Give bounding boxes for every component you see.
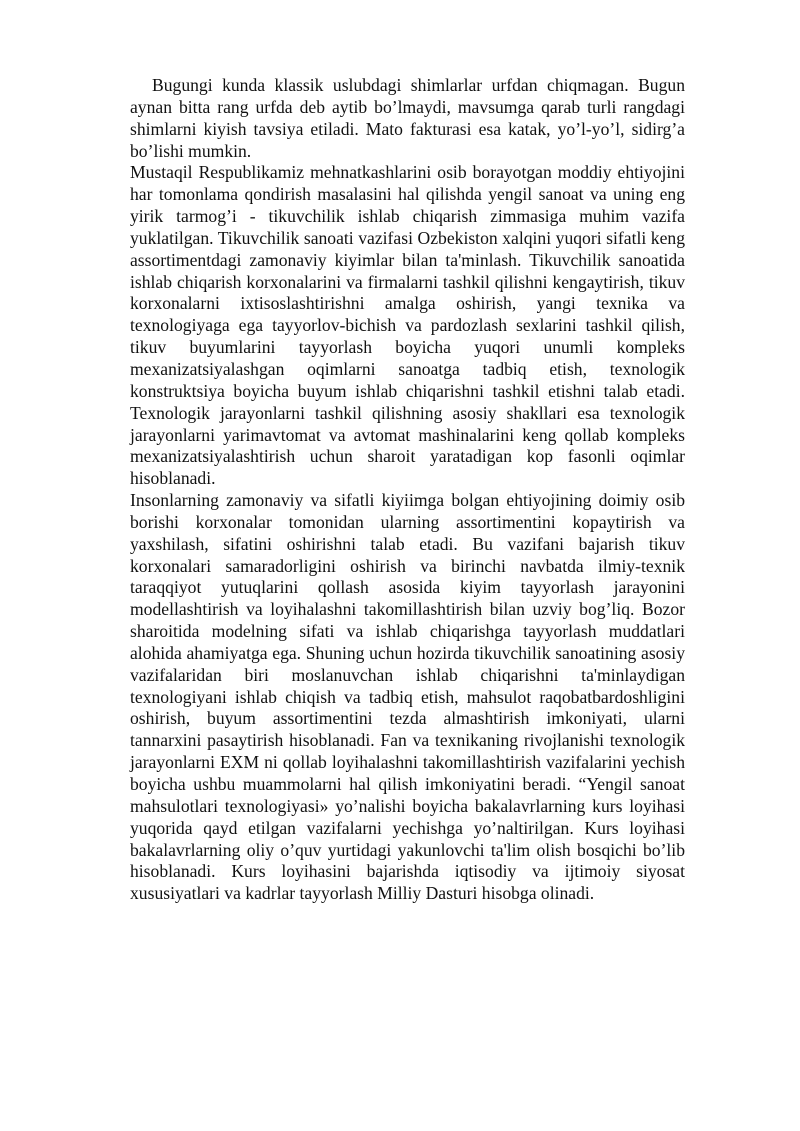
paragraph-course-project: Insonlarning zamonaviy va sifatli kiyiimga bolgan ehtiyojining doimiy osib borishi korxonalar tomonidan ularning assortimentini kopaytirish va yaxshilash, sifatini oshirishni talab etadi. Bu vazifani bajarish tikuv korxonalari samaradorligini oshirish va birinchi navbatda ilmiy-texnik taraqqiyot yutuqlarini qollash asosida kiyim tayyorlash jarayonini modellashtirish va loyihalashni takomillashtirish bilan uzviy bog’liq. Bozor sharoitida modelning sifati va ishlab chiqarishga tayyorlash muddatlari alohida ahamiyatga ega. Shuning uchun hozirda tikuvchilik sanoatining asosiy vazifalaridan biri moslanuvchan ishlab chiqarishni ta'minlaydigan texnologiyani ishlab chiqish va tadbiq etish, mahsulot raqobatbardoshligini oshirish, buyum assortimentini tezda almashtirish imkoniyati, ularni tannarxini pasaytirish hisoblanadi. Fan va texnikaning rivojlanishi texnologik jarayonlarni EXM ni qollab loyihalashni takomillashtirish vazifalarini yechish boyicha ushbu muammolarni hal qilish imkoniyatini beradi. “Yengil sanoat mahsulotlari texnologiyasi» yo’nalishi boyicha bakalavrlarning kurs loyihasi yuqorida qayd etilgan vazifalarni yechishga yo’naltirilgan. Kurs loyihasi bakalavrlarning oliy o’quv yurtidagi yakunlovchi ta'lim olish bosqichi bo’lib hisoblanadi. Kurs loyihasini bajarishda iqtisodiy va ijtimoiy siyosat xususiyatlari va kadrlar tayyorlash Milliy Dasturi hisobga olinadi. <box>130 490 685 904</box>
document-body <box>130 75 685 905</box>
paragraph-industry: Mustaqil Respublikamiz mehnatkashlarini osib borayotgan moddiy ehtiyojini har tomonlama qondirish masalasini hal qilishda yengil sanoat va uning eng yirik tarmog’i - tikuvchilik ishlab chiqarish zimmasiga muhim vazifa yuklatilgan. Tikuvchilik sanoati vazifasi Ozbekiston xalqini yuqori sifatli keng assortimentdagi zamonaviy kiyimlar bilan ta'minlash. Tikuvchilik sanoatida ishlab chiqarish korxonalarini va firmalarni tashkil qilishni kengaytirish, tikuv korxonalarni ixtisoslashtirishni amalga oshirish, yangi texnika va texnologiyaga ega tayyorlov-bichish va pardozlash sexlarini tashkil qilish, tikuv buyumlarini tayyorlash boyicha yuqori unumli kompleks mexanizatsiyalashgan oqimlarni sanoatga tadbiq etish, texnologik konstruktsiya boyicha buyum ishlab chiqarishni tashkil etishni talab etadi. Texnologik jarayonlarni tashkil qilishning asosiy shakllari esa texnologik jarayonlarni yarimavtomat va avtomat mashinalarini keng qollab kompleks mexanizatsiyalashtirish uchun sharoit yaratadigan kop fasonli oqimlar hisoblanadi. <box>130 162 685 489</box>
paragraph-intro: Bugungi kunda klassik uslubdagi shimlarlar urfdan chiqmagan. Bugun aynan bitta rang urfda deb aytib bo’lmaydi, mavsumga qarab turli rangdagi shimlarni kiyish tavsiya etiladi. Mato fakturasi esa katak, yo’l-yo’l, sidirg’a bo’lishi mumkin. <box>130 75 685 161</box>
